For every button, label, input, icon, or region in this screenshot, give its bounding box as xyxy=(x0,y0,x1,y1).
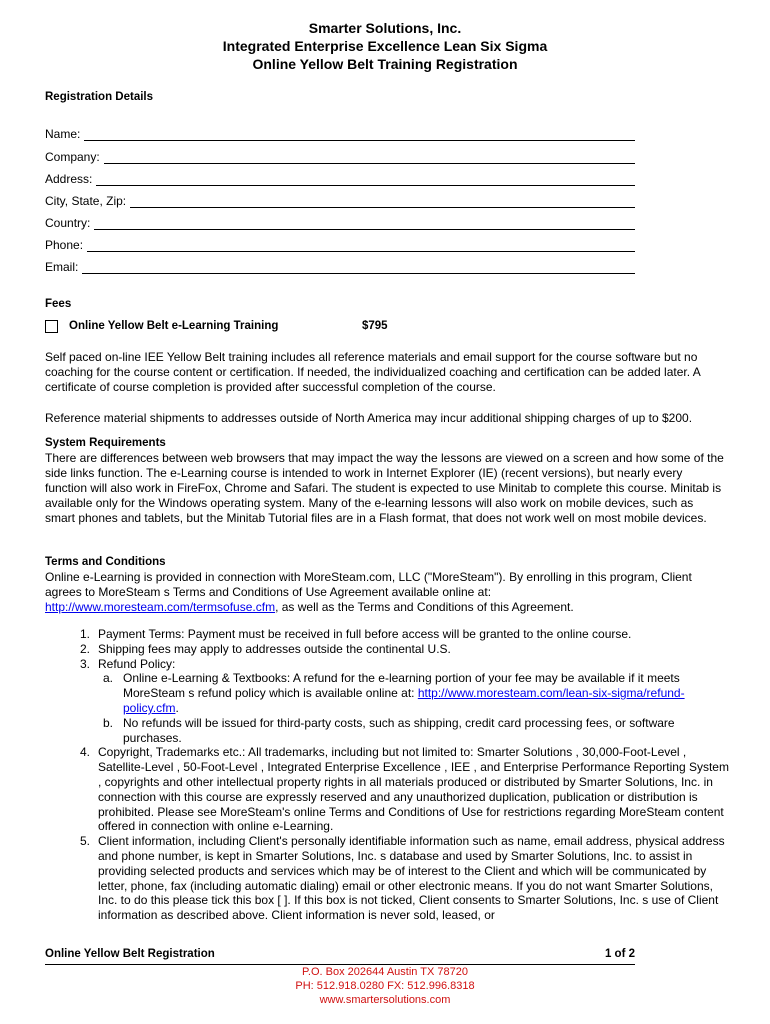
fee-item-label: Online Yellow Belt e-Learning Training xyxy=(69,320,279,332)
city-state-zip-line[interactable] xyxy=(130,195,635,208)
system-heading: System Requirements xyxy=(45,437,166,449)
contact-info xyxy=(0,965,770,1007)
terms-heading: Terms and Conditions xyxy=(45,556,166,568)
terms-item xyxy=(45,834,735,923)
refund-a-end: . xyxy=(175,700,179,715)
terms-section xyxy=(45,555,725,615)
refund-a-text: Online e-Learning & Textbooks: A refund for the e-learning portion of your fee may be available if it meets MoreSteam s refund policy which is available online at: xyxy=(123,671,680,701)
phone-line[interactable] xyxy=(87,239,635,252)
fees-heading: Fees xyxy=(45,298,72,310)
company-line[interactable] xyxy=(104,151,635,164)
page-footer xyxy=(45,948,635,965)
program-name: Integrated Enterprise Excellence Lean Six Sigma xyxy=(222,38,548,54)
terms-intro xyxy=(45,570,725,615)
name-field[interactable] xyxy=(45,126,635,141)
email-field[interactable] xyxy=(45,259,635,274)
address-label: Address: xyxy=(45,172,93,186)
terms-intro-end: , as well as the Terms and Conditions of this Agreement. xyxy=(275,600,574,614)
fee-item xyxy=(45,320,645,336)
country-label: Country: xyxy=(45,216,91,230)
footer-title: Online Yellow Belt Registration xyxy=(45,948,215,960)
terms-item-number: 4. xyxy=(79,745,90,760)
terms-intro-text: Online e-Learning is provided in connection with MoreSteam.com, LLC ("MoreSteam"). By enrolling in this program, Client agrees to MoreSteam s Terms and Conditions of Use Agreement available online at: xyxy=(45,570,692,599)
terms-item xyxy=(45,657,735,672)
terms-of-use-link[interactable]: http://www.moresteam.com/termsofuse.cfm xyxy=(45,600,276,614)
refund-sub-text xyxy=(123,671,735,715)
fee-item-price: $795 xyxy=(362,320,388,332)
country-line[interactable] xyxy=(94,217,635,230)
email-label: Email: xyxy=(45,260,79,274)
fee-checkbox[interactable] xyxy=(45,320,58,333)
terms-list xyxy=(45,627,735,923)
email-line[interactable] xyxy=(82,261,635,274)
city-state-zip-label: City, State, Zip: xyxy=(45,194,127,208)
document-header xyxy=(0,19,770,73)
registration-heading: Registration Details xyxy=(45,91,153,103)
system-requirements xyxy=(45,436,725,526)
terms-item-text: Client information, including Client's personally identifiable information such as name, email address, physical address and phone number, is kept in Smarter Solutions, Inc. s database and used by Smarter Solutions, Inc. to assist in providing selected products and services which may be of interest to the Client and which will be communicated by letter, phone, fax (including automatic dialing) email or other electronic means. If you do not want Smarter Solutions, Inc. to do this please tick this box [ ]. If this box is not ticked, Client consents to Smarter Solutions, Inc. s use of Client information as described above. Client information is never sold, leased, or xyxy=(98,834,725,923)
terms-item-number: 1. xyxy=(79,627,90,641)
system-body: There are differences between web browsers that may impact the way the lessons are viewed on a screen and how some of the side links function. The e-Learning course is intended to work in Internet Explorer (IE) (recent versions), but nearly every function will also work in FireFox, Chrome and Safari. The student is expected to use Minitab to complete this course. Minitab is available only for the Windows operating system. Many of the e-learning lessons will also work on mobile devices, such as smart phones and tablets, but the Minitab Tutorial files are in a Flash format, that does not work well on most mobile devices. xyxy=(45,451,724,525)
website: www.smartersolutions.com xyxy=(319,994,451,1006)
mailing-address: P.O. Box 202644 Austin TX 78720 xyxy=(302,966,468,978)
phone-field[interactable] xyxy=(45,237,635,252)
company-field[interactable] xyxy=(45,149,635,164)
terms-item-number: 2. xyxy=(79,641,90,656)
refund-sub-item xyxy=(45,671,735,715)
refund-policy-link[interactable]: http://www.moresteam.com/lean-six-sigma/refund-policy.cfm xyxy=(123,686,685,715)
country-field[interactable] xyxy=(45,215,635,230)
terms-item-number: 5. xyxy=(79,834,90,849)
terms-item-text: Payment Terms: Payment must be received in full before access will be granted to the online course. xyxy=(98,627,632,641)
refund-sub-number: a. xyxy=(102,671,113,686)
refund-sub-text: No refunds will be issued for third-party costs, such as shipping, credit card processing fees, or software purchases. xyxy=(123,715,675,745)
terms-item xyxy=(45,745,735,834)
terms-item-text: Copyright, Trademarks etc.: All trademarks, including but not limited to: Smarter Solutions , 30,000-Foot-Level , Satellite-Level , 50-Foot-Level , Integrated Enterprise Excellence , IEE , and Enterprise Performance Reporting System , copyrights and other intellectual property rights in all materials produced or distributed by Smarter Solutions, Inc. in connection with this course are expressly reserved and any unauthorized duplication, publication or distribution is prohibited. Please see MoreSteam's online Terms and Conditions of Use for restrictions regarding MoreSteam content offered in connection with online e-Learning. xyxy=(98,745,729,834)
name-label: Name: xyxy=(45,127,81,141)
city-state-zip-field[interactable] xyxy=(45,193,635,208)
document-title: Online Yellow Belt Training Registration xyxy=(252,56,518,72)
terms-item xyxy=(45,627,735,642)
address-line[interactable] xyxy=(96,173,635,186)
phone-fax: PH: 512.918.0280 FX: 512.996.8318 xyxy=(295,980,475,992)
refund-sub-item xyxy=(45,716,735,746)
phone-label: Phone: xyxy=(45,238,84,252)
terms-item-number: 3. xyxy=(79,656,90,671)
company-name: Smarter Solutions, Inc. xyxy=(308,20,462,36)
name-line[interactable] xyxy=(84,128,635,141)
shipping-note: Reference material shipments to addresses outside of North America may incur additional shipping charges of up to $200. xyxy=(45,411,693,425)
page-number: 1 of 2 xyxy=(604,948,635,960)
address-field[interactable] xyxy=(45,171,635,186)
company-label: Company: xyxy=(45,150,100,164)
refund-sub-number: b. xyxy=(102,715,113,730)
fees-description: Self paced on-line IEE Yellow Belt training includes all reference materials and email support for the course software but no coaching for the course content or certification. If needed, the individualized coaching and certification can be added later. A certificate of course completion is provided after successful completion of the course. xyxy=(45,350,701,394)
terms-item-text: Refund Policy: xyxy=(98,656,176,671)
terms-item-text: Shipping fees may apply to addresses outside the continental U.S. xyxy=(98,641,451,656)
terms-item xyxy=(45,642,735,657)
